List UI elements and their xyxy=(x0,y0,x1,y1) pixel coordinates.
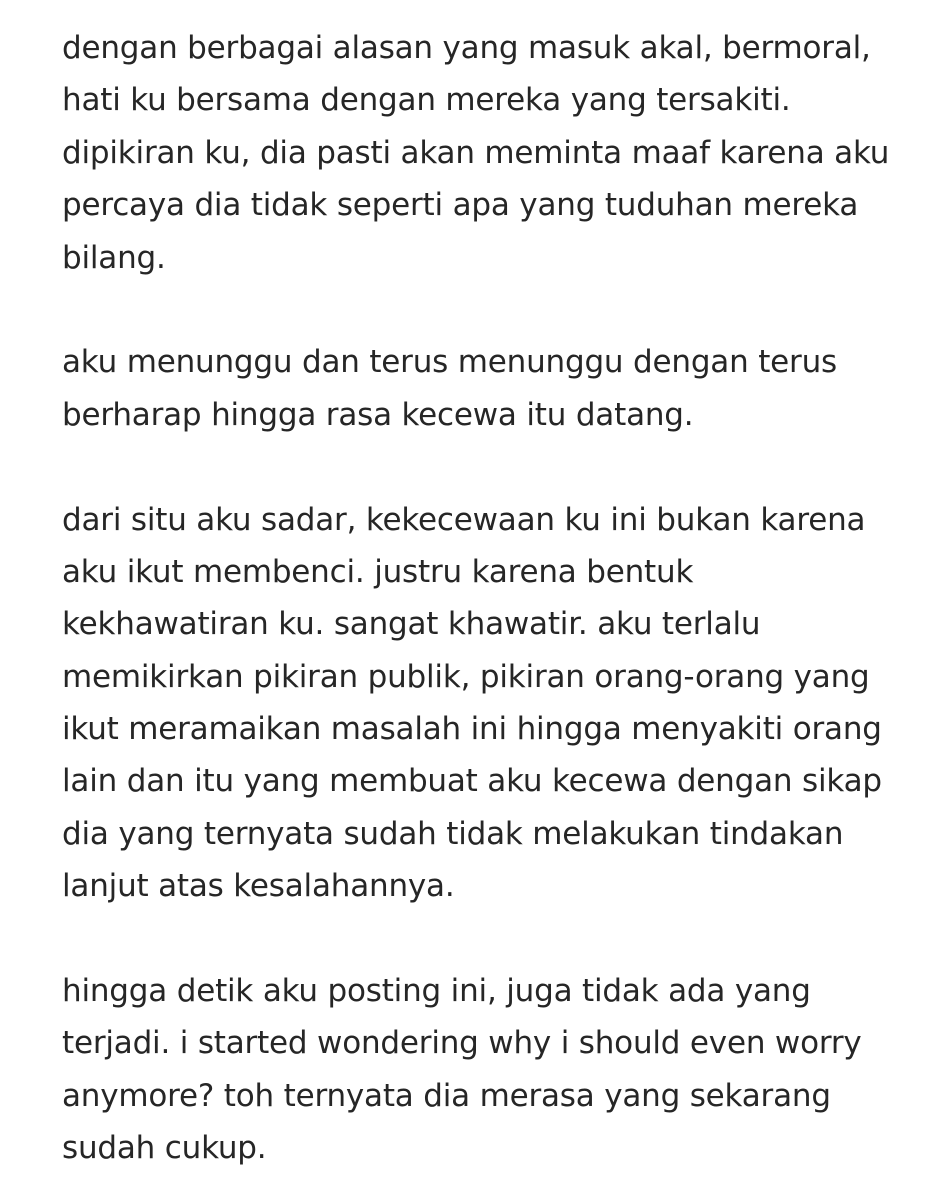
text-line: hati ku bersama dengan mereka yang tersakiti. xyxy=(62,82,791,119)
text-line: lanjut atas kesalahannya. xyxy=(62,868,455,905)
text-line: aku menunggu dan terus menunggu dengan terus xyxy=(62,344,837,381)
text-line: kekhawatiran ku. sangat khawatir. aku terlalu xyxy=(62,606,761,643)
paragraph-3 xyxy=(62,494,892,913)
text-line: dia yang ternyata sudah tidak melakukan tindakan xyxy=(62,815,844,852)
text-line: anymore? toh ternyata dia merasa yang sekarang xyxy=(62,1077,831,1114)
text-line: sudah cukup. xyxy=(62,1130,267,1167)
text-line: dengan berbagai alasan yang masuk akal, bermoral, xyxy=(62,30,871,66)
text-line: percaya dia tidak seperti apa yang tuduhan mereka xyxy=(62,187,859,224)
paragraph-gap xyxy=(62,913,892,965)
text-line: hingga detik aku posting ini, juga tidak ada yang xyxy=(62,973,811,1010)
text-line: memikirkan pikiran publik, pikiran orang-orang yang xyxy=(62,658,870,695)
paragraph-gap xyxy=(62,441,892,493)
paragraph-gap xyxy=(62,284,892,336)
text-line: ikut meramaikan masalah ini hingga menyakiti orang xyxy=(62,711,882,748)
paragraph-2 xyxy=(62,336,892,441)
text-line: lain dan itu yang membuat aku kecewa dengan sikap xyxy=(62,763,882,800)
text-line: dipikiran ku, dia pasti akan meminta maaf karena aku xyxy=(62,134,890,171)
text-line: terjadi. i started wondering why i should even worry xyxy=(62,1025,862,1062)
text-line: aku ikut membenci. justru karena bentuk xyxy=(62,553,694,590)
paragraph-4 xyxy=(62,965,892,1175)
text-line: berharap hingga rasa kecewa itu datang. xyxy=(62,396,694,433)
note-body xyxy=(62,22,892,1175)
text-line: bilang. xyxy=(62,239,166,276)
paragraph-1 xyxy=(62,22,892,284)
text-line: dari situ aku sadar, kekecewaan ku ini bukan karena xyxy=(62,501,866,538)
